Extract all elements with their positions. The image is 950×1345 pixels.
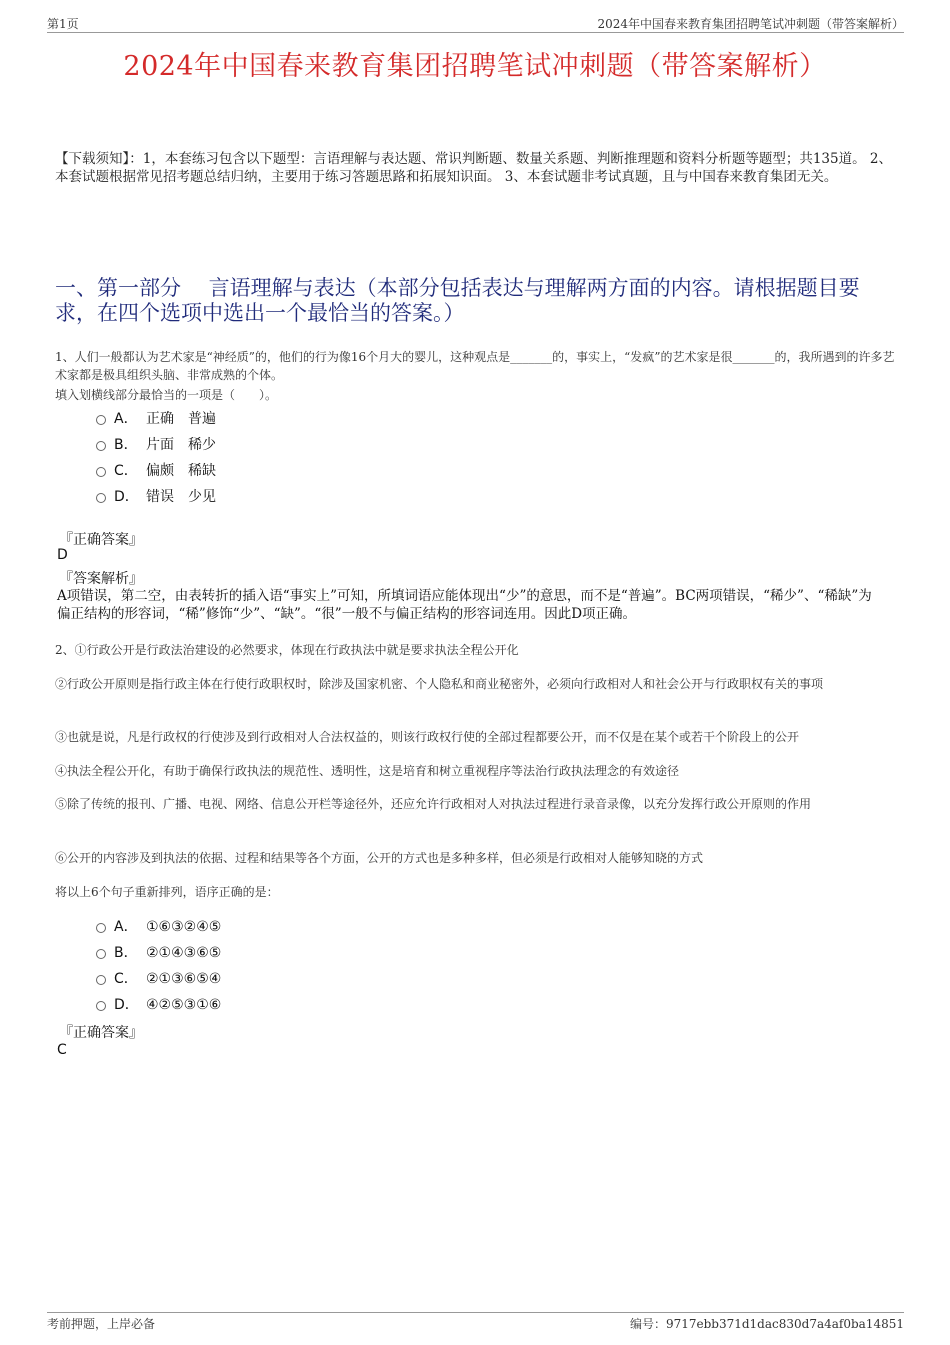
- question-1-text: 1、人们一般都认为艺术家是“神经质”的，他们的行为像16个月大的婴儿，这种观点是_______的，事实上，“发疯”的艺术家是很_______的，我所遇到的许多艺术家都是极具组织头脑、非常成熟的个体。: [55, 350, 895, 382]
- question-2-prompt: 将以上6个句子重新排列，语序正确的是：: [55, 885, 279, 899]
- header-doc-title: 2024年中国春来教育集团招聘笔试冲刺题（带答案解析）: [597, 17, 904, 31]
- radio-icon[interactable]: [96, 493, 106, 503]
- q1-answer: D: [57, 547, 68, 563]
- q1-option-d[interactable]: [96, 487, 216, 507]
- page-number: 第1页: [47, 17, 79, 31]
- option-letter: B．: [114, 437, 138, 453]
- option-letter: A．: [114, 411, 138, 427]
- option-text: ②①④③⑥⑤: [146, 945, 222, 961]
- radio-icon[interactable]: [96, 441, 106, 451]
- download-notice: 【下载须知】：1，本套练习包含以下题型：言语理解与表达题、常识判断题、数量关系题、判断推理题和资料分析题等题型；共135道。 2、本套试题根据常见招考题总结归纳，主要用于练习答题思路和拓展知识面。 3、本套试题非考试真题，且与中国春来教育集团无关。: [55, 151, 892, 185]
- q1-option-c[interactable]: [96, 461, 216, 481]
- option-text: 正确 普遍: [146, 411, 216, 427]
- q1-analysis-label: 『答案解析』: [59, 571, 143, 587]
- question-2-sentence-1: 2、①行政公开是行政法治建设的必然要求，体现在行政执法中就是要求执法全程公开化: [55, 643, 519, 657]
- option-letter: D．: [114, 489, 139, 505]
- question-1-prompt: 填入划横线部分最恰当的一项是（ ）。: [55, 388, 278, 402]
- document-title: 2024年中国春来教育集团招聘笔试冲刺题（带答案解析）: [123, 51, 827, 82]
- q2-answer-label: 『正确答案』: [59, 1025, 143, 1041]
- q1-analysis: A项错误，第二空，由表转折的插入语“事实上”可知，所填词语应能体现出“少”的意思，而不是“普遍”。BC两项错误，“稀少”、“稀缺”为偏正结构的形容词，“稀”修饰“少”、“缺”。“很”一般不与偏正结构的形容词连用。因此D项正确。: [57, 588, 872, 622]
- question-2-sentence-6: ⑥公开的内容涉及到执法的依据、过程和结果等各个方面，公开的方式也是多种多样，但必须是行政相对人能够知晓的方式: [55, 851, 704, 865]
- option-text: ①⑥③②④⑤: [146, 919, 222, 935]
- question-2-sentence-5: ⑤除了传统的报刊、广播、电视、网络、信息公开栏等途径外，还应允许行政相对人对执法过程进行录音录像，以充分发挥行政公开原则的作用: [55, 797, 812, 811]
- option-text: 偏颇 稀缺: [146, 463, 216, 479]
- q1-option-b[interactable]: [96, 435, 216, 455]
- radio-icon[interactable]: [96, 467, 106, 477]
- footer-slogan: 考前押题，上岸必备: [47, 1317, 156, 1331]
- q2-option-b[interactable]: [96, 943, 221, 963]
- radio-icon[interactable]: [96, 923, 106, 933]
- radio-icon[interactable]: [96, 975, 106, 985]
- option-letter: C．: [114, 463, 138, 479]
- radio-icon[interactable]: [96, 1001, 106, 1011]
- option-text: ②①③⑥⑤④: [146, 971, 222, 987]
- section-heading: 一、第一部分 言语理解与表达（本部分包括表达与理解两方面的内容。请根据题目要求，在四个选项中选出一个最恰当的答案。）: [55, 276, 860, 325]
- option-text: 片面 稀少: [146, 437, 216, 453]
- q1-option-a[interactable]: [96, 409, 216, 429]
- question-2-sentence-4: ④执法全程公开化，有助于确保行政执法的规范性、透明性，这是培育和树立重视程序等法治行政执法理念的有效途径: [55, 764, 680, 778]
- option-text: 错误 少见: [146, 489, 216, 505]
- option-letter: A．: [114, 919, 138, 935]
- question-2-sentence-2: ②行政公开原则是指行政主体在行使行政职权时，除涉及国家机密、个人隐私和商业秘密外，必须向行政相对人和社会公开与行政职权有关的事项: [55, 677, 824, 691]
- q2-option-c[interactable]: [96, 969, 221, 989]
- footer-serial: 编号：9717ebb371d1dac830d7a4af0ba14851: [629, 1317, 904, 1331]
- option-letter: C．: [114, 971, 138, 987]
- radio-icon[interactable]: [96, 415, 106, 425]
- page-header: [47, 14, 904, 33]
- option-letter: D．: [114, 997, 139, 1013]
- radio-icon[interactable]: [96, 949, 106, 959]
- question-2-sentence-3: ③也就是说，凡是行政权的行使涉及到行政相对人合法权益的，则该行政权行使的全部过程都要公开，而不仅是在某个或若干个阶段上的公开: [55, 730, 800, 744]
- page-footer: [47, 1312, 904, 1333]
- q2-option-d[interactable]: [96, 995, 221, 1015]
- q1-answer-label: 『正确答案』: [59, 532, 143, 548]
- q2-answer: C: [57, 1042, 67, 1058]
- q2-option-a[interactable]: [96, 917, 221, 937]
- option-text: ④②⑤③①⑥: [146, 997, 222, 1013]
- option-letter: B．: [114, 945, 138, 961]
